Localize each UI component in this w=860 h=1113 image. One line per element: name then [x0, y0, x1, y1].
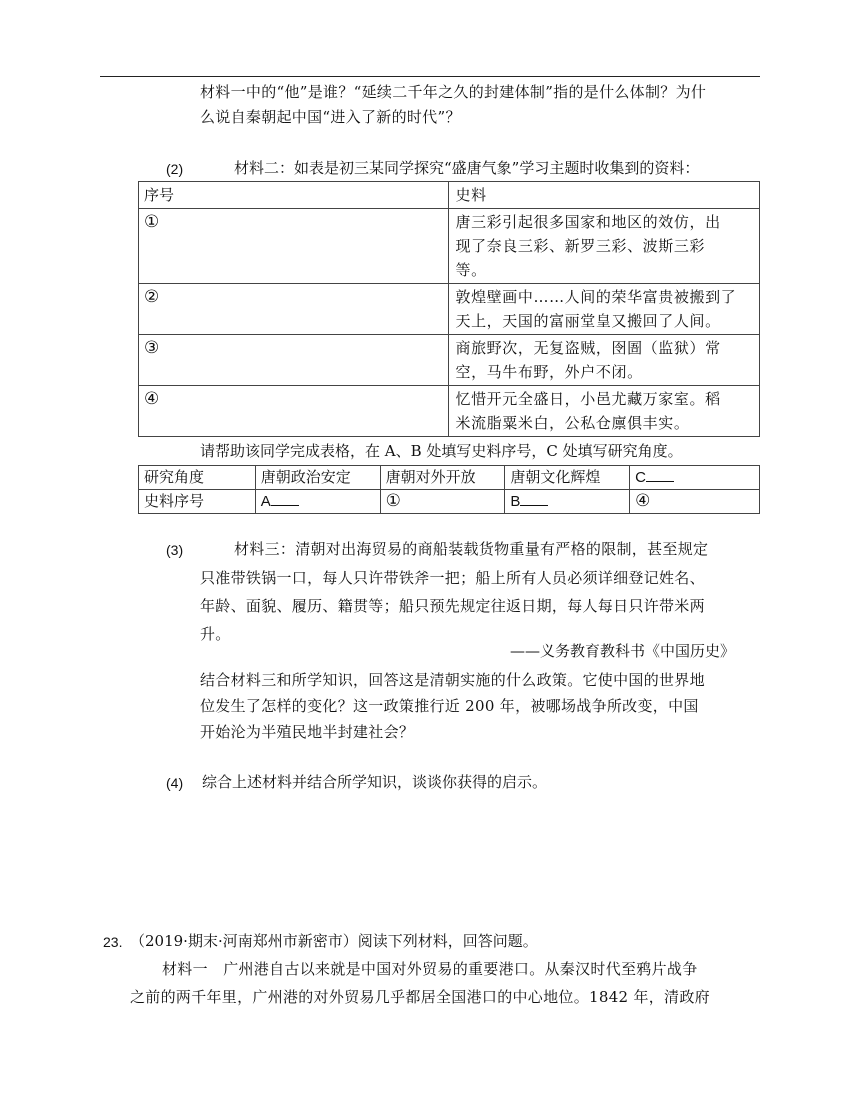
blank-label-a: A	[260, 493, 271, 510]
q3-line-1: 材料三：清朝对出海贸易的商船装载货物重量有严格的限制，甚至规定	[234, 540, 709, 558]
blank-line	[271, 491, 299, 506]
q1-line-2: 么说自秦朝起中国“进入了新的时代”？	[200, 108, 461, 126]
q3-question-3: 开始沦为半殖民地半封建社会？	[200, 723, 415, 741]
q2-intro: 材料二：如表是初三某同学探究“盛唐气象”学习主题时收集到的资料：	[234, 159, 700, 177]
q3-source: ——义务教育教科书《中国历史》	[510, 642, 736, 660]
row-no: ②	[139, 284, 449, 335]
cell-angle-culture: 唐朝文化辉煌	[505, 466, 630, 490]
row-source	[449, 284, 760, 335]
top-rule	[100, 76, 760, 77]
q2-instruction: 请帮助该同学完成表格，在 A、B 处填写史料序号，C 处填写研究角度。	[200, 442, 683, 460]
row-source	[449, 335, 760, 386]
cell-label-source: 史料序号	[139, 490, 256, 514]
blank-line	[646, 467, 674, 482]
answer-row-angle	[139, 466, 760, 490]
source-line: 米流脂粟米白，公私仓廪俱丰实。	[455, 414, 690, 432]
header-no: 序号	[139, 182, 449, 209]
source-line: 等。	[455, 261, 487, 279]
q4-number: (4)	[166, 775, 184, 791]
cell-source-1: ①	[380, 490, 505, 514]
q1-line-1: 材料一中的“他”是谁？“延续二千年之久的封建体制”指的是什么体制？为什	[200, 83, 707, 101]
q23-line-2: 之前的两千年里，广州港的对外贸易几乎都居全国港口的中心地位。1842 年，清政府	[130, 988, 710, 1006]
header-source: 史料	[449, 182, 760, 209]
source-line: 现了奈良三彩、新罗三彩、波斯三彩	[455, 237, 706, 255]
cell-blank-a[interactable]	[255, 490, 380, 514]
table-row	[139, 209, 760, 284]
row-no: ④	[139, 386, 449, 437]
table-row	[139, 386, 760, 437]
table-header-row	[139, 182, 760, 209]
cell-label-angle: 研究角度	[139, 466, 256, 490]
source-line: 空，马牛布野，外户不闭。	[455, 363, 643, 381]
q3-question-1: 结合材料三和所学知识，回答这是清朝实施的什么政策。它使中国的世界地	[200, 671, 705, 689]
q3-number: (3)	[166, 542, 184, 558]
sources-table	[138, 181, 760, 437]
source-line: 唐三彩引起很多国家和地区的效仿，出	[455, 213, 721, 231]
cell-angle-politics: 唐朝政治安定	[255, 466, 380, 490]
cell-blank-c[interactable]	[630, 466, 760, 490]
answer-row-source	[139, 490, 760, 514]
answer-table	[138, 465, 760, 514]
q23-header: （2019·期末·河南郑州市新密市）阅读下列材料，回答问题。	[130, 932, 538, 950]
cell-blank-b[interactable]	[505, 490, 630, 514]
blank-label-c: C	[635, 469, 647, 486]
q23-number: 23.	[103, 934, 123, 950]
cell-angle-opening: 唐朝对外开放	[380, 466, 505, 490]
q23-line-1: 材料一 广州港自古以来就是中国对外贸易的重要港口。从秦汉时代至鸦片战争	[162, 960, 698, 978]
row-source	[449, 386, 760, 437]
q3-line-3: 年龄、面貌、履历、籍贯等；船只预先规定往返日期，每人每日只许带米两	[200, 597, 705, 615]
q2-number: (2)	[166, 161, 184, 177]
q3-line-2: 只准带铁锅一口，每人只许带铁斧一把；船上所有人员必须详细登记姓名、	[200, 569, 705, 587]
source-line: 商旅野次，无复盗贼，囹圄（监狱）常	[455, 339, 721, 357]
table-row	[139, 335, 760, 386]
q4-text: 综合上述材料并结合所学知识，谈谈你获得的启示。	[202, 773, 548, 791]
row-source	[449, 209, 760, 284]
row-no: ①	[139, 209, 449, 284]
cell-source-4: ④	[630, 490, 760, 514]
table-row	[139, 284, 760, 335]
blank-line	[520, 491, 548, 506]
q3-question-2: 位发生了怎样的变化？这一政策推行近 200 年，被哪场战争所改变，中国	[200, 697, 699, 715]
blank-label-b: B	[510, 493, 521, 510]
row-no: ③	[139, 335, 449, 386]
source-line: 敦煌壁画中……人间的荣华富贵被搬到了	[455, 288, 737, 306]
source-line: 忆惜开元全盛日，小邑尤藏万家室。稻	[455, 390, 721, 408]
source-line: 天上，天国的富丽堂皇又搬回了人间。	[455, 312, 721, 330]
q3-line-4: 升。	[200, 625, 231, 643]
